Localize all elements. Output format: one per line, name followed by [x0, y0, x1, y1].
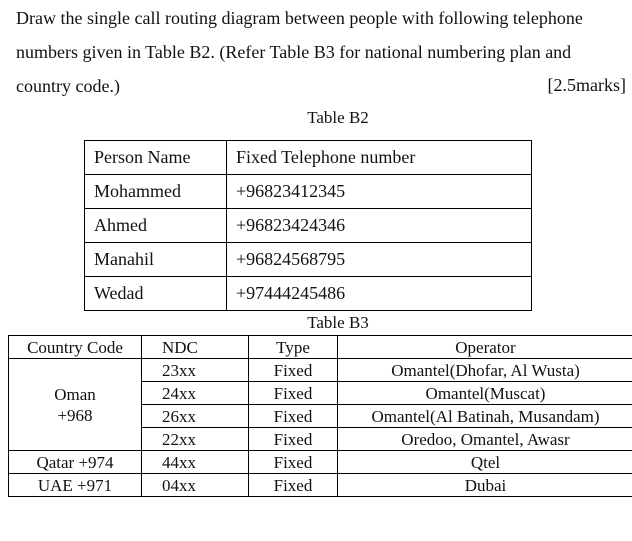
header-person-name: Person Name: [85, 141, 227, 175]
country-oman-code: +968: [57, 405, 93, 425]
marks-label: [2.5marks]: [547, 75, 626, 95]
operator-value: Omantel(Muscat): [338, 382, 632, 405]
operator-value: Oredoo, Omantel, Awasr: [338, 428, 632, 451]
ndc-value: 24xx: [142, 382, 249, 405]
person-name: Wedad: [85, 277, 227, 311]
table-b3-caption: Table B3: [307, 313, 369, 332]
question-line-3: country code.): [16, 76, 120, 96]
ndc-value: 26xx: [142, 405, 249, 428]
type-value: Fixed: [249, 428, 338, 451]
table-b3: [8, 335, 632, 497]
question-line-2: numbers given in Table B2. (Refer Table B3 for national numbering plan and: [16, 42, 572, 62]
telephone-number: +96824568795: [227, 243, 532, 277]
operator-value: Dubai: [338, 474, 632, 497]
telephone-number: +97444245486: [227, 277, 532, 311]
ndc-value: 04xx: [142, 474, 249, 497]
operator-value: Omantel(Dhofar, Al Wusta): [338, 359, 632, 382]
type-value: Fixed: [249, 382, 338, 405]
type-value: Fixed: [249, 474, 338, 497]
ndc-value: 44xx: [142, 451, 249, 474]
telephone-number: +96823412345: [227, 175, 532, 209]
operator-value: Qtel: [338, 451, 632, 474]
header-ndc: NDC: [142, 336, 249, 359]
person-name: Ahmed: [85, 209, 227, 243]
type-value: Fixed: [249, 451, 338, 474]
type-value: Fixed: [249, 405, 338, 428]
table-header-row: [85, 141, 532, 175]
table-b2-caption: Table B2: [307, 108, 369, 127]
country-code-value: UAE +971: [9, 474, 142, 497]
country-oman: [9, 359, 142, 451]
table-row: [85, 209, 532, 243]
country-code-value: Qatar +974: [9, 451, 142, 474]
ndc-value: 23xx: [142, 359, 249, 382]
table-header-row: [9, 336, 632, 359]
header-country-code: Country Code: [9, 336, 142, 359]
table-row: [85, 175, 532, 209]
header-operator: Operator: [338, 336, 632, 359]
table-row: [85, 277, 532, 311]
header-type: Type: [249, 336, 338, 359]
table-b2: [84, 140, 532, 311]
table-row: [85, 243, 532, 277]
table-row: [9, 474, 632, 497]
telephone-number: +96823424346: [227, 209, 532, 243]
question-line-1: Draw the single call routing diagram between people with following telephone: [16, 8, 583, 28]
table-row: [9, 451, 632, 474]
table-row: [9, 359, 632, 382]
header-telephone-number: Fixed Telephone number: [227, 141, 532, 175]
person-name: Mohammed: [85, 175, 227, 209]
operator-value: Omantel(Al Batinah, Musandam): [338, 405, 632, 428]
country-oman-name: Oman: [54, 384, 96, 404]
person-name: Manahil: [85, 243, 227, 277]
ndc-value: 22xx: [142, 428, 249, 451]
type-value: Fixed: [249, 359, 338, 382]
